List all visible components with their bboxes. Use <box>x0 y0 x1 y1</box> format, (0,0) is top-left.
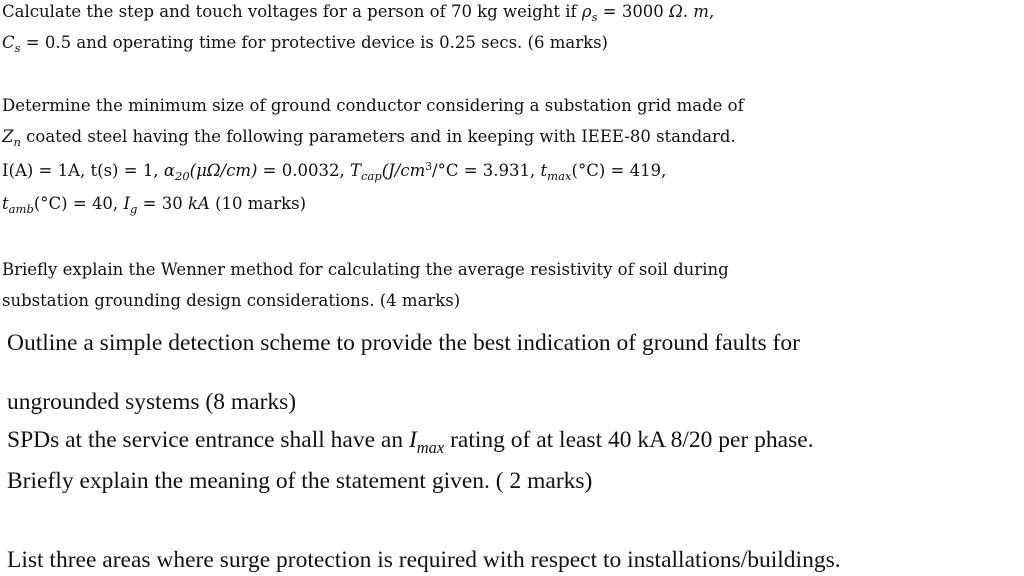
cs-symbol: C <box>2 33 15 52</box>
ig-unit: kA <box>187 194 210 213</box>
q1-line-2 <box>2 33 608 55</box>
q2-line-3 <box>2 160 666 183</box>
cs-subscript: s <box>14 41 21 56</box>
rho-subscript: s <box>591 10 598 25</box>
imax-symbol: I <box>408 427 417 453</box>
q3-line-1: Briefly explain the Wenner method for calculating the average resistivity of soil during <box>2 260 729 279</box>
ig-value: = 30 <box>137 194 188 213</box>
tamb-symbol: t <box>2 194 9 213</box>
zn-symbol: Z <box>2 127 14 146</box>
q5-line-1 <box>7 427 814 458</box>
q5-text-a: SPDs at the service entrance shall have an <box>7 427 409 453</box>
imax-subscript: max <box>416 437 445 457</box>
tamb-subscript: amb <box>8 202 34 217</box>
q2-line-1: Determine the minimum size of ground conductor considering a substation grid made of <box>2 96 744 115</box>
tmax-subscript: max <box>547 168 572 183</box>
alpha-unit: (μΩ/cm) <box>189 160 258 180</box>
q2-params-a: I(A) = 1A, t(s) = 1, <box>2 160 164 180</box>
q5-text-b: rating of at least 40 kA 8/20 per phase. <box>444 427 814 453</box>
ig-subscript: g <box>129 202 138 217</box>
q2-marks: (10 marks) <box>209 194 307 213</box>
tcap-value: /°C = 3.931, <box>432 160 541 180</box>
q6-line-1: List three areas where surge protection is required with respect to installations/buildings. <box>7 547 841 573</box>
q2-line-4 <box>2 194 306 216</box>
q1-line-1 <box>2 2 714 24</box>
alpha-subscript: 20 <box>174 168 190 183</box>
rho-symbol: ρ <box>581 2 592 21</box>
alpha-symbol: α <box>163 160 175 180</box>
q3-line-2: substation grounding design considerations. (4 marks) <box>2 291 461 310</box>
zn-subscript: n <box>13 135 21 150</box>
tamb-value: (°C) = 40, <box>33 194 124 213</box>
q2-line-2 <box>2 127 736 149</box>
q5-line-2: Briefly explain the meaning of the statement given. ( 2 marks) <box>7 468 593 494</box>
rho-value: = 3000 <box>597 2 670 21</box>
tcap-superscript: 3 <box>425 160 433 173</box>
alpha-value: = 0.0032, <box>257 160 350 180</box>
tcap-unit: (J/cm <box>381 160 426 180</box>
tcap-subscript: cap <box>360 168 382 183</box>
tcap-symbol: T <box>349 160 361 180</box>
tmax-value: (°C) = 419, <box>571 160 667 180</box>
rho-unit: Ω. m, <box>669 2 715 21</box>
tmax-symbol: t <box>540 160 548 180</box>
ig-symbol: I <box>123 194 130 213</box>
q1-text: Calculate the step and touch voltages for a person of 70 kg weight if <box>2 2 582 21</box>
q4-line-2: ungrounded systems (8 marks) <box>7 389 297 415</box>
q1-text-2: = 0.5 and operating time for protective device is 0.25 secs. (6 marks) <box>20 33 608 52</box>
q4-line-1: Outline a simple detection scheme to provide the best indication of ground faults for <box>7 330 800 356</box>
q2-text-2: coated steel having the following parameters and in keeping with IEEE-80 standard. <box>20 127 736 146</box>
